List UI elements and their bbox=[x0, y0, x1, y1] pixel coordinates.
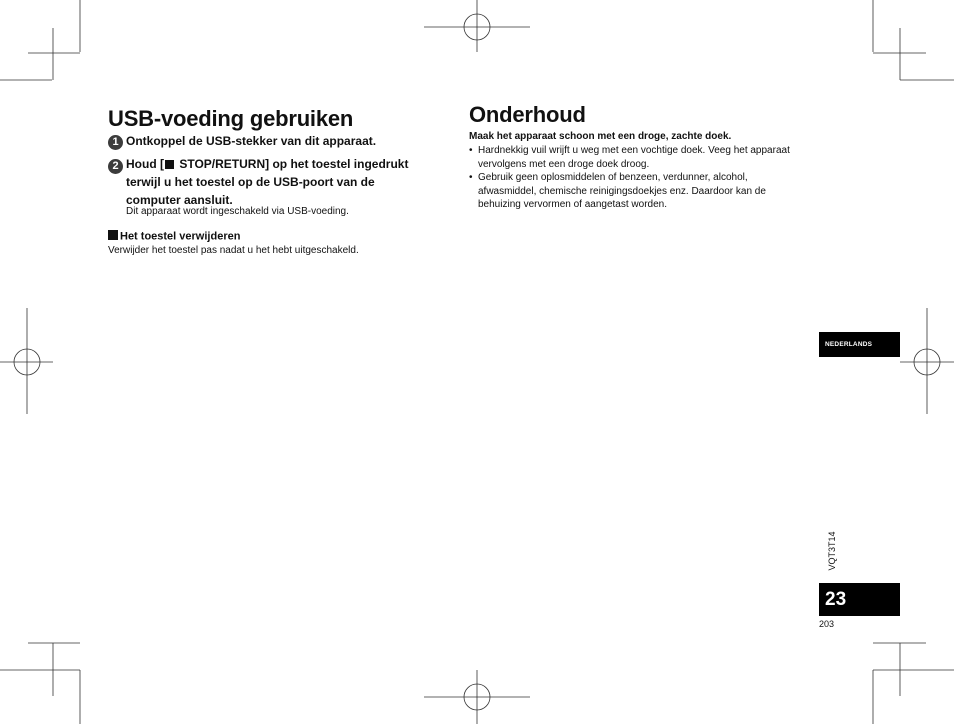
step-2-text-line3: computer aansluit. bbox=[126, 193, 233, 207]
step-2-text-line2: terwijl u het toestel op de USB-poort van de bbox=[126, 175, 375, 189]
square-bullet-icon bbox=[108, 230, 118, 240]
maintenance-lead: Maak het apparaat schoon met een droge, zachte doek. bbox=[469, 131, 732, 142]
bullet-2-line-2: afwasmiddel, chemische reinigingsdoekjes enz. Daardoor kan de bbox=[478, 185, 766, 197]
section-title-maintenance: Onderhoud bbox=[469, 102, 586, 127]
list-item bbox=[469, 144, 790, 171]
step-2-text-b: STOP/RETURN] op het toestel ingedrukt bbox=[176, 157, 409, 171]
subsection-heading-text: Het toestel verwijderen bbox=[120, 230, 241, 243]
bullet-dot-icon: • bbox=[469, 145, 473, 156]
step-2-text bbox=[126, 155, 408, 209]
language-tab: NEDERLANDS bbox=[819, 332, 900, 357]
list-item bbox=[469, 171, 790, 212]
subsection-text: Verwijder het toestel pas nadat u het hebt uitgeschakeld. bbox=[108, 245, 359, 256]
step-2-text-a: Houd [ bbox=[126, 157, 164, 171]
step-number-2: 2 bbox=[108, 159, 123, 174]
section-title-usb-power: USB-voeding gebruiken bbox=[108, 106, 354, 131]
maintenance-bullet-list bbox=[469, 144, 790, 212]
bullet-dot-icon: • bbox=[469, 172, 473, 183]
bullet-1-line-1: Hardnekkig vuil wrijft u weg met een vochtige doek. Veeg het apparaat bbox=[478, 145, 790, 156]
bullet-2-line-3: behuizing vervormen of aangetast worden. bbox=[478, 199, 668, 210]
bullet-1-line-2: vervolgens met een droge doek droog. bbox=[478, 158, 650, 170]
page-number-tab: 23 bbox=[819, 583, 900, 616]
stop-square-icon bbox=[165, 160, 174, 169]
bullet-2-line-1: Gebruik geen oplosmiddelen of benzeen, verdunner, alcohol, bbox=[478, 172, 748, 183]
model-code-text: VQT3T14 bbox=[827, 531, 837, 571]
step-2-note: Dit apparaat wordt ingeschakeld via USB-voeding. bbox=[126, 206, 349, 217]
step-1-text: Ontkoppel de USB-stekker van dit apparaat. bbox=[126, 134, 377, 148]
subsection-heading bbox=[108, 230, 240, 243]
step-number-1: 1 bbox=[108, 135, 123, 150]
sub-page-number: 203 bbox=[819, 619, 835, 629]
